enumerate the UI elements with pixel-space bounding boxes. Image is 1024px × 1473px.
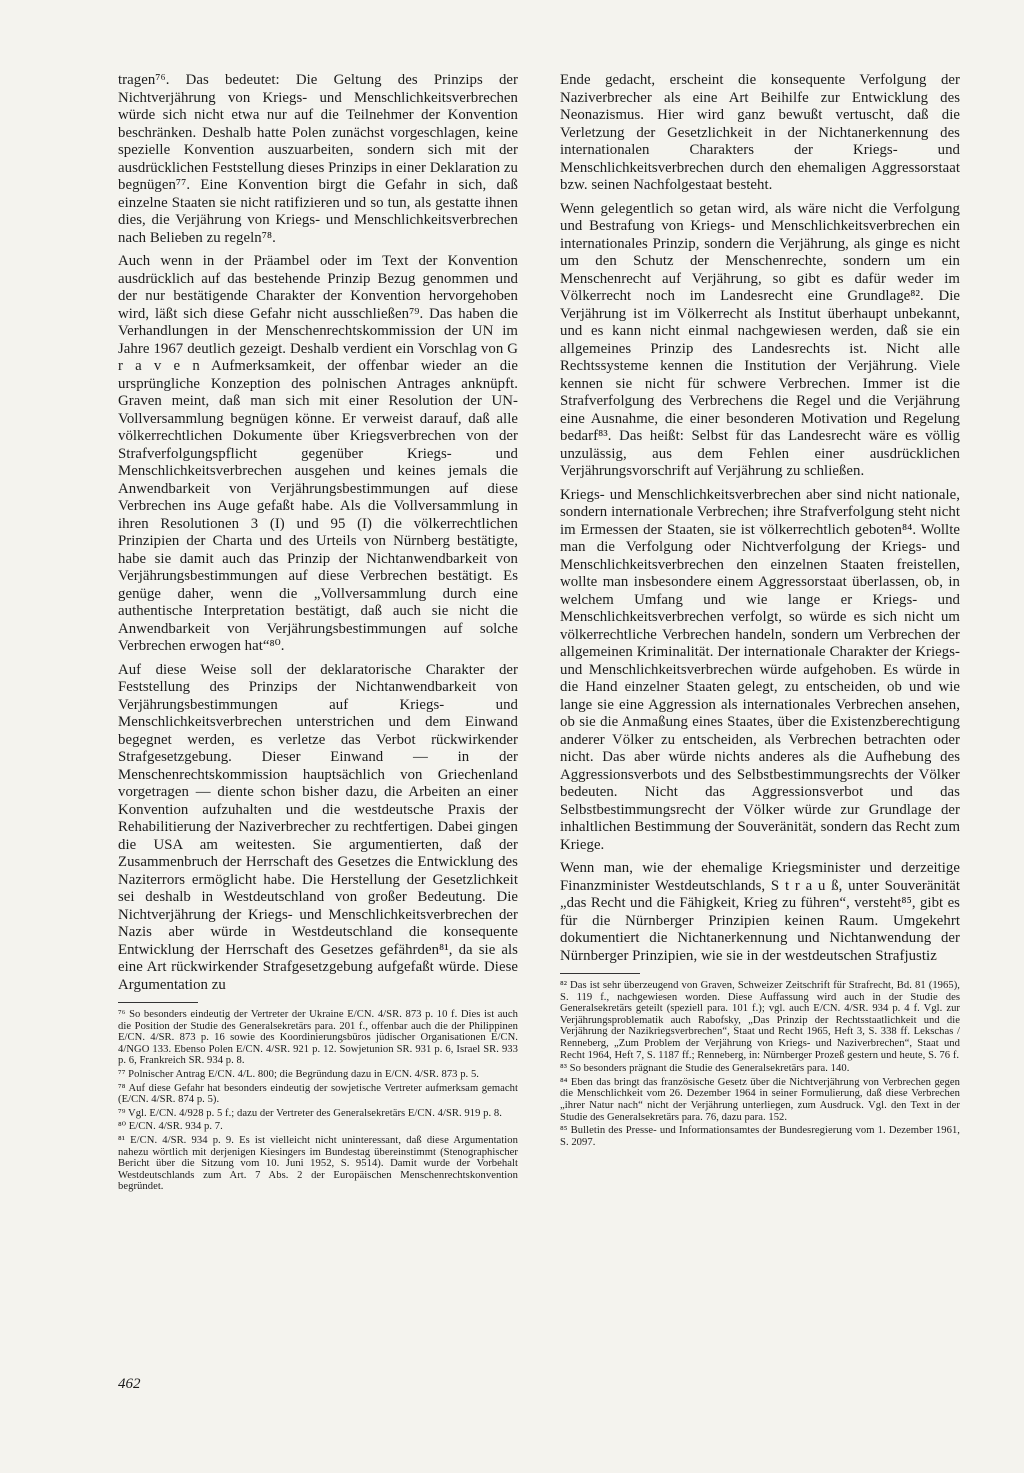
paragraph: Wenn gelegentlich so getan wird, als wäre nicht die Verfolgung und Bestrafung von Kriegs- und Menschlichkeitsverbrechen ein internationales Prinzip, sondern die Verjährung, als ginge es nicht um den Schutz der Menschenrechte, sondern um ein Menschenrecht auf Verjährung, so gibt es dafür weder im Völkerrecht noch im Landesrecht eine Grundlage⁸². Die Verjährung ist im Völkerrecht als Institut überhaupt unbekannt, und es kann nicht einmal nachgewiesen werden, daß sie ein allgemeines Prinzip des Landesrechts ist. Nicht alle Rechtssysteme kennen die Institution der Verjährung. Viele kennen sie nicht für schwere Verbrechen. Immer ist die Strafverfolgung des Verbrechens die Regel und die Verjährung eine Ausnahme, die einer besonderen Motivation und Regelung bedarf⁸³. Das heißt: Selbst für das Landesrecht wäre es völlig unzulässig, aus dem Fehlen einer ausdrücklichen Verjährungsvorschrift auf Verjährung zu schließen. — [560, 200, 960, 479]
footnote-divider — [560, 973, 640, 974]
left-body-text — [118, 72, 518, 994]
footnote: ⁷⁷ Polnischer Antrag E/CN. 4/L. 800; die Begründung dazu in E/CN. 4/SR. 873 p. 5. — [118, 1068, 480, 1080]
paragraph: Auf diese Weise soll der deklaratorische Charakter der Feststellung des Prinzips der Nichtanwendbarkeit von Verjährungsbestimmungen auf Kriegs- und Menschlichkeitsverbrechen unterstrichen und dem Einwand begegnet werden, es verletze das Verbot rückwirkender Strafgesetzgebung. Dieser Einwand — in der Menschenrechtskommission hauptsächlich von Griechenland vorgetragen — diente schon bisher dazu, die Arbeiten an einer Konvention aufzuhalten und die westdeutsche Praxis der Rehabilitierung der Naziverbrecher zu rechtfertigen. Dabei gingen die USA am weitesten. Sie argumentierten, daß der Zusammenbruch der Herrschaft des Gesetzes die Entwicklung des Naziterrors ermöglicht habe. Die Herstellung der Gesetzlichkeit sei deshalb in Westdeutschland von großer Bedeutung. Die Nichtverjährung der Kriegs- und Menschlichkeitsverbrechen der Nazis aber würde in Westdeutschland die konsequente Entwicklung der Herrschaft des Gesetzes gefährden⁸¹, da sie als eine Art rückwirkender Strafgesetzgebung aufgefaßt würde. Diese Argumentation zu — [118, 661, 518, 993]
left-footnotes — [118, 1009, 518, 1193]
footnote: ⁷⁹ Vgl. E/CN. 4/928 p. 5 f.; dazu der Vertreter des Generalsekretärs E/CN. 4/SR. 919 p. 8. — [118, 1107, 502, 1119]
footnote: ⁸¹ E/CN. 4/SR. 934 p. 9. Es ist vielleicht nicht uninteressant, daß diese Argumentation nahezu wörtlich mit derjenigen Kiesingers im Bundestag übereinstimmt (Stenographischer Bericht über die Sitzung vom 10. Juni 1952, S. 9514). Damit wurde der Vorbehalt Westdeutschlands zum Art. 7 Abs. 2 der Europäischen Menschenrechtskonvention begründet. — [118, 1134, 518, 1193]
footnote: ⁷⁶ So besonders eindeutig der Vertreter der Ukraine E/CN. 4/SR. 873 p. 10 f. Dies ist auch die Position der Studie des Generalsekretärs para. 201 f., offenbar auch die der Philippinen E/CN. 4/SR. 873 p. 16 sowie des Koordinierungsbüros jüdischer Organisationen E/CN. 4/NGO 133. Ebenso Polen E/CN. 4/SR. 921 p. 12. Sowjetunion SR. 931 p. 6, Israel SR. 933 p. 6, Frankreich SR. 934 p. 8. — [118, 1009, 518, 1067]
footnote: ⁸⁴ Eben das bringt das französische Gesetz über die Nichtverjährung von Verbrechen gegen die Menschlichkeit vom 26. Dezember 1964 in seiner Formulierung, daß diese Verbrechen „ihrer Natur nach“ nicht der Verjährung unterliegen, zum Ausdruck. Vgl. den Text in der Studie des Generalsekretärs para. 76, dazu para. 152. — [560, 1076, 960, 1123]
footnote: ⁷⁸ Auf diese Gefahr hat besonders eindeutig der sowjetische Vertreter aufmerksam gemacht (E/CN. 4/SR. 874 p. 5). — [118, 1082, 518, 1106]
footnote-divider — [118, 1002, 198, 1003]
paragraph: Wenn man, wie der ehemalige Kriegsminister und derzeitige Finanzminister Westdeutschlands, S t r a u ß, unter Souveränität „das Recht und die Fähigkeit, Krieg zu führen“, versteht⁸⁵, gibt es für die Nürnberger Prinzipien keinen Raum. Umgekehrt dokumentiert die Nichtanerkennung und Nichtanwendung der Nürnberger Prinzipien, wie sie in der westdeutschen Strafjustiz — [560, 860, 960, 964]
paragraph: Kriegs- und Menschlichkeitsverbrechen aber sind nicht nationale, sondern internationale Verbrechen; ihre Strafverfolgung steht nicht im Ermessen der Staaten, sie ist völkerrechtlich geboten⁸⁴. Wollte man die Verfolgung oder Nichtverfolgung der Kriegs- und Menschlichkeitsverbrechen den einzelnen Staaten freistellen, wollte man insbesondere einem Aggressorstaat überlassen, ob, in welchem Umfang und wie lange er Kriegs- und Menschlichkeitsverbrechen verfolgt, so würde es sich nicht um völkerrechtliche Verbrechen handeln, sondern um Verbrechen der allgemeinen Kriminalität. Der internationale Charakter der Kriegs- und Menschlichkeitsverbrechen würde aufgehoben. Es würde in die Hand einzelner Staaten gelegt, zu entscheiden, ob und wie lange sie eine Aggression als internationales Verbrechen ansehen, ob sie die Anmaßung eines Staates, über die Existenzberechtigung anderer Völker zu entscheiden, als Verbrechen betrachten oder nicht. Das aber würde nichts anderes als die Aufhebung des Aggressionsverbots und des Selbstbestimmungsrechts der Völker bedeuten. Nicht das Aggressionsverbot und das Selbstbestimmungsrecht der Völker würde zur Grundlage der inhaltlichen Bestimmung der Souveränität, sondern das Recht zum Kriege. — [560, 486, 960, 853]
right-body-text — [560, 72, 960, 965]
footnote: ⁸⁰ E/CN. 4/SR. 934 p. 7. — [118, 1121, 223, 1133]
footnote: ⁸² Das ist sehr überzeugend von Graven, Schweizer Zeitschrift für Strafrecht, Bd. 81 (1965), S. 119 f., nachgewiesen worden. Diese Auffassung wird auch in der Studie des Generalsekretärs geteilt (speziell para. 101 f.); vgl. auch E/CN. 4/SR. 934 p. 4 f. Vgl. zur Verjährungsproblematik auch Rabofsky, „Das Prinzip der Rechtsstaatlichkeit und die Verjährung der Nazikriegsverbrechen“, Staat und Recht 1965, Heft 3, S. 338 ff. Lekschas / Renneberg, „Zum Problem der Verjährung von Kriegs- und Naziverbrechen“, Staat und Recht 1964, Heft 7, S. 1187 ff.; Renneberg, in: Nürnberger Prozeß gestern und heute, S. 76 f. — [560, 980, 960, 1061]
footnote: ⁸⁵ Bulletin des Presse- und Informationsamtes der Bundesregierung vom 1. Dezember 1961, S. 2097. — [560, 1125, 960, 1148]
paragraph: Ende gedacht, erscheint die konsequente Verfolgung der Naziverbrecher als eine Art Beihilfe zur Entwicklung des Neonazismus. Hier wird ganz bewußt vertuscht, daß die Verletzung der Gesetzlichkeit in der Nichtanerkennung des internationalen Charakters der Kriegs- und Menschlichkeitsverbrechen durch den ehemaligen Aggressorstaat bzw. seinen Nachfolgestaat besteht. — [560, 72, 960, 193]
page-number: 462 — [118, 1376, 141, 1392]
right-column — [560, 72, 960, 1150]
right-footnotes — [560, 980, 960, 1148]
paragraph: Auch wenn in der Präambel oder im Text der Konvention ausdrücklich auf das bestehende Prinzip Bezug genommen und der nur bestätigende Charakter der Konvention hervorgehoben wird, läßt sich diese Gefahr nicht ausschließen⁷⁹. Das haben die Verhandlungen in der Menschenrechtskommission der UN im Jahre 1967 deutlich gezeigt. Deshalb verdient ein Vorschlag von G r a v e n Aufmerksamkeit, der offenbar wieder an die ursprüngliche Konzeption des polnischen Antrages anknüpft. Graven meint, daß man sich mit einer Resolution der UN-Vollversammlung begnügen könne. Er verweist darauf, daß alle völkerrechtlichen Dokumente über Kriegsverbrechen von der Strafverfolgungspflicht gegenüber Kriegs- und Menschlichkeitsverbrechen ausgehen und keines jemals die Anwendbarkeit von Verjährungsbestimmungen auf diese Verbrechen ins Auge gefaßt habe. Als die Vollversammlung in ihren Resolutionen 3 (I) und 95 (I) die völkerrechtlichen Prinzipien der Charta und des Urteils von Nürnberg bestätigte, habe sie damit auch das Prinzip der Nichtanwendbarkeit von Verjährungsbestimmungen auf diese Verbrechen bestätigt. Es genüge daher, wenn die „Vollversammlung durch eine authentische Interpretation bestätigt, daß auch sie nicht die Anwendbarkeit von Verjährungsbestimmungen auf solche Verbrechen erwogen hat“⁸⁰. — [118, 253, 518, 654]
footnote: ⁸³ So besonders prägnant die Studie des Generalsekretärs para. 140. — [560, 1063, 850, 1075]
paragraph: tragen⁷⁶. Das bedeutet: Die Geltung des Prinzips der Nichtverjährung von Kriegs- und Menschlichkeitsverbrechen würde sich nicht etwa nur auf die Teilnehmer der Konvention beschränken. Deshalb hatte Polen zunächst vorgeschlagen, keine spezielle Konvention auszuarbeiten, sondern sich mit der ausdrücklichen Feststellung dieses Prinzips in einer Deklaration zu begnügen⁷⁷. Eine Konvention birgt die Gefahr in sich, daß einzelne Staaten sie nicht ratifizieren und so tun, als gestatte ihnen dies, die Verjährung von Kriegs- und Menschlichkeitsverbrechen nach Belieben zu regeln⁷⁸. — [118, 72, 518, 246]
left-column — [118, 72, 518, 1195]
